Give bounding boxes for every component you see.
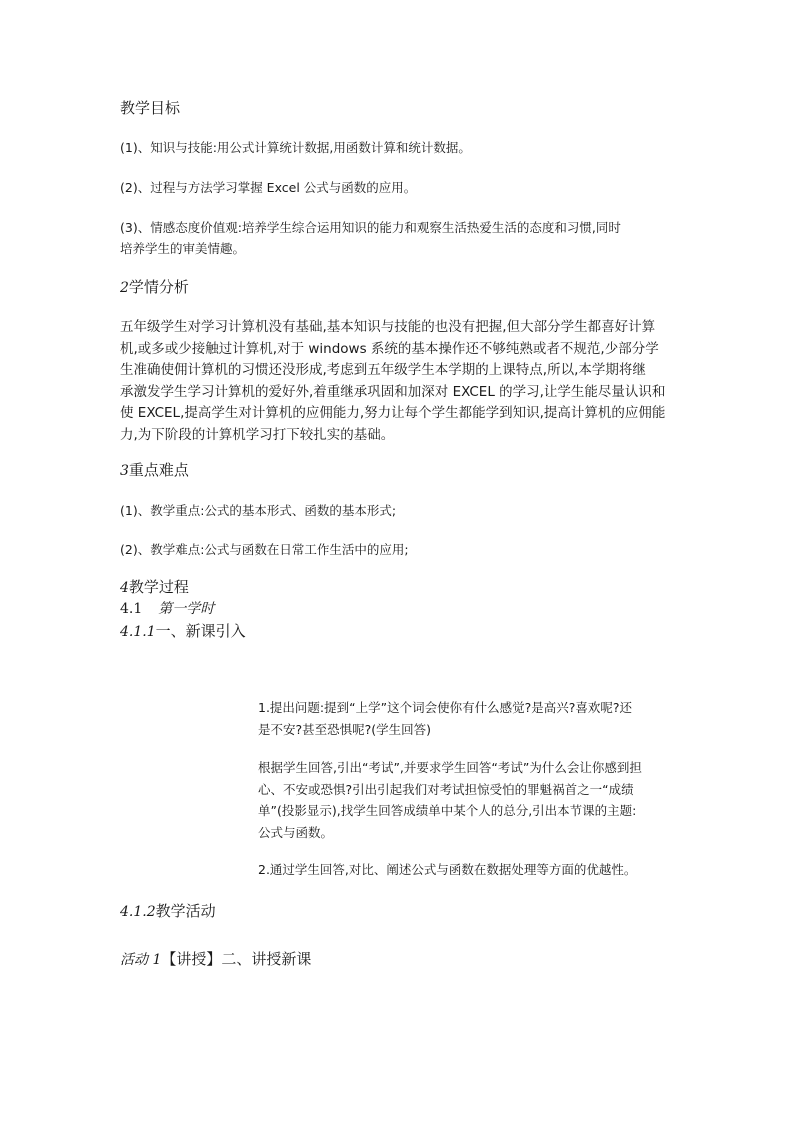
intro-paragraph-1	[258, 697, 632, 740]
process-heading	[120, 576, 189, 597]
section-4-1-2-heading	[120, 900, 216, 921]
objectives-item-1: (1)、知识与技能:用公式计算统计数据,用函数计算和统计数据。	[120, 140, 471, 155]
intro-line: 心、不安或恐惧?引出引起我们对考试担惊受怕的罪魁祸首之一“成绩	[258, 781, 634, 797]
intro-paragraph-3: 2.通过学生回答,对比、阐述公式与函数在数据处理等方面的优越性。	[258, 862, 637, 877]
intro-line: 根据学生回答,引出“考试”,并要求学生回答“考试”为什么会让你感到担	[258, 760, 642, 775]
section-4-1-2-number: 4.1.2	[120, 904, 156, 920]
section-4-1-2-title: 教学活动	[155, 902, 216, 920]
analysis-number: 2	[120, 280, 129, 296]
analysis-line: 生准确使佣计算机的习惯还没形成,考虑到五年级学生本学期的上课特点,所以,本学期将继	[120, 362, 646, 378]
keypoints-item-1: (1)、教学重点:公式的基本形式、函数的基本形式;	[120, 503, 397, 518]
analysis-line: 力,为下阶段的计算机学习打下较扎实的基础。	[120, 426, 395, 443]
section-4-1-1-title: 一、新课引入	[155, 622, 246, 640]
intro-line: 1.提出问题:提到“上学”这个词会使你有什么感觉?是高兴?喜欢呢?还	[258, 700, 632, 715]
intro-line: 单”(投影显示),找学生回答成绩单中某个人的总分,引出本节课的主题:	[258, 803, 637, 818]
section-4-1-1-heading	[120, 620, 246, 641]
analysis-line: 承激发学生学习计算机的爱好外,着重继承巩固和加深对 EXCEL 的学习,让学生能尽量认识和	[120, 383, 666, 400]
intro-line: 是不安?甚至恐惧呢?(学生回答)	[258, 721, 432, 737]
keypoints-item-2: (2)、教学难点:公式与函数在日常工作生活中的应用;	[120, 542, 409, 557]
keypoints-number: 3	[120, 463, 129, 479]
objectives-title: 教学目标	[120, 99, 181, 117]
section-4-1-title: 第一学时	[158, 601, 215, 617]
intro-line: 公式与函数。	[258, 824, 334, 840]
activity-1-title: 【讲授】二、讲授新课	[161, 950, 312, 968]
process-number: 4	[120, 580, 129, 596]
analysis-line: 使 EXCEL,提高学生对计算机的应佣能力,努力让每个学生都能学到知识,提高计算机的应佣能	[120, 405, 666, 421]
objectives-item-3-line-1: (3)、情感态度价值观:培养学生综合运用知识的能力和观察生活热爱生活的态度和习惯,同时	[120, 220, 621, 235]
analysis-title: 学情分析	[128, 278, 189, 296]
analysis-line: 五年级学生对学习计算机没有基础,基本知识与技能的也没有把握,但大部分学生都喜好计算	[120, 319, 656, 335]
intro-paragraph-2	[258, 757, 642, 843]
activity-1-number: 活动 1	[120, 952, 162, 968]
keypoints-title: 重点难点	[128, 461, 189, 479]
keypoints-heading	[120, 459, 189, 480]
analysis-line: 机,或多或少接触过计算机,对于 windows 系统的基本操作还不够纯熟或者不规范,少部分学	[120, 340, 659, 357]
analysis-paragraph	[120, 317, 665, 446]
activity-1-heading	[120, 948, 311, 969]
section-4-1-number: 4.1	[120, 601, 143, 617]
section-4-1-1-number: 4.1.1	[120, 624, 156, 640]
section-4-1-heading	[120, 598, 214, 618]
objectives-item-3-line-2: 培养学生的审美情趣。	[120, 241, 246, 256]
analysis-heading	[120, 276, 189, 297]
process-title: 教学过程	[128, 578, 189, 596]
objectives-item-2: (2)、过程与方法学习掌握 Excel 公式与函数的应用。	[120, 180, 417, 195]
